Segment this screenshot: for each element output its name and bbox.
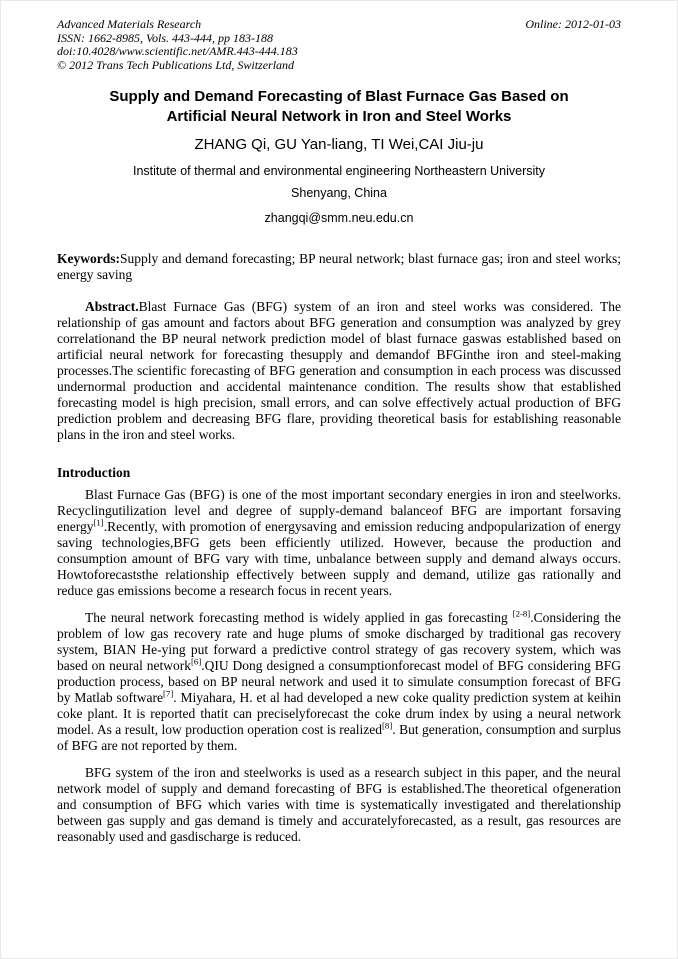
title-block	[57, 87, 621, 226]
paper-title: Supply and Demand Forecasting of Blast Furnace Gas Based on Artificial Neural Network in Iron and Steel Works	[109, 88, 569, 125]
intro-paragraph: Blast Furnace Gas (BFG) is one of the most important secondary energies in iron and steelworks. Recyclingutilization level and degree of supply-demand balanceof BFG are important forsaving energy[1].Recently, with promotion of energysaving and emission reducing andpopularization of energy saving technologies,BFG gets been efficiently utilized. However, because the production and consumption amount of BFG vary with time, unbalance between supply and demand always occurs. Howtoforecaststhe relationship effectively between supply and demand, utilize gas rationally and reduce gas emissions become a research focus in recent years.	[57, 487, 621, 598]
journal-name: Advanced Materials Research	[57, 17, 202, 31]
affiliation-line: Institute of thermal and environmental engineering Northeastern University	[132, 164, 546, 178]
doi-line: doi:10.4028/www.scientific.net/AMR.443-444.183	[57, 44, 298, 58]
intro-paragraph: The neural network forecasting method is widely applied in gas forecasting [2-8].Considering the problem of low gas recovery rate and huge plums of smoke discharged by traditional gas recovery system, BIAN He-ying put forward a predictive control strategy of gas recovery system, which was based on neural network[6].QIU Dong designed a consumptionforecast model of BFG considering BFG production process, based on BP neural network and used it to simulate consumption forecast of BFG by Matlab software[7]. Miyahara, H. et al had developed a new coke quality prediction system at keihin coke plant. It is reported thatit can preciselyforecast the coke drum index by using a neural network model. As a result, low production operation cost is realized[8]. But generation, consumption and surplus of BFG are not reported by them.	[57, 608, 622, 753]
authors-line: ZHANG Qi, GU Yan-liang, TI Wei,CAI Jiu-ju	[194, 136, 484, 153]
affiliation-city-line: Shenyang, China	[291, 186, 387, 200]
intro-paragraph: BFG system of the iron and steelworks is used as a research subject in this paper, and the neural network model of supply and demand forecasting of BFG is established.The theoretical ofgeneration and consumption of BFG which varies with time is systematically investigated and therelationship between gas supply and gas demand is timely and accuratelyforecasted, as a result, gas resources are reasonably used and gasdischarge is reduced.	[57, 765, 621, 844]
abstract-paragraph: Abstract.Blast Furnace Gas (BFG) system of an iron and steel works was considered. The relationship of gas amount and factors about BFG generation and consumption was analyzed by grey correlationand the BP neural network prediction model of blast furnace gaswas established based on artificial neural network for forecasting thesupply and demandof BFGinthe iron and steel-making processes.The scientific forecasting of BFG generation and consumption in each process was discussed undernormal production and accidental maintenance condition. The results show that established forecasting model is high precision, small errors, and can solve effectively actual production of BFG prediction problem and decreasing BFG flare, providing theoretical basis for establishing reasonable plans in the iron and steel works.	[57, 299, 621, 442]
journal-header	[57, 18, 621, 72]
keywords-paragraph: Keywords:Supply and demand forecasting; BP neural network; blast furnace gas; iron and steel works; energy saving	[57, 251, 621, 282]
copyright-line: © 2012 Trans Tech Publications Ltd, Switzerland	[57, 57, 295, 72]
author-email: zhangqi@smm.neu.edu.cn	[264, 211, 414, 225]
introduction-heading: Introduction	[57, 465, 131, 480]
issn-line: ISSN: 1662-8985, Vols. 443-444, pp 183-188	[57, 30, 273, 45]
journal-header-row	[57, 18, 621, 32]
online-date: Online: 2012-01-03	[525, 17, 621, 31]
